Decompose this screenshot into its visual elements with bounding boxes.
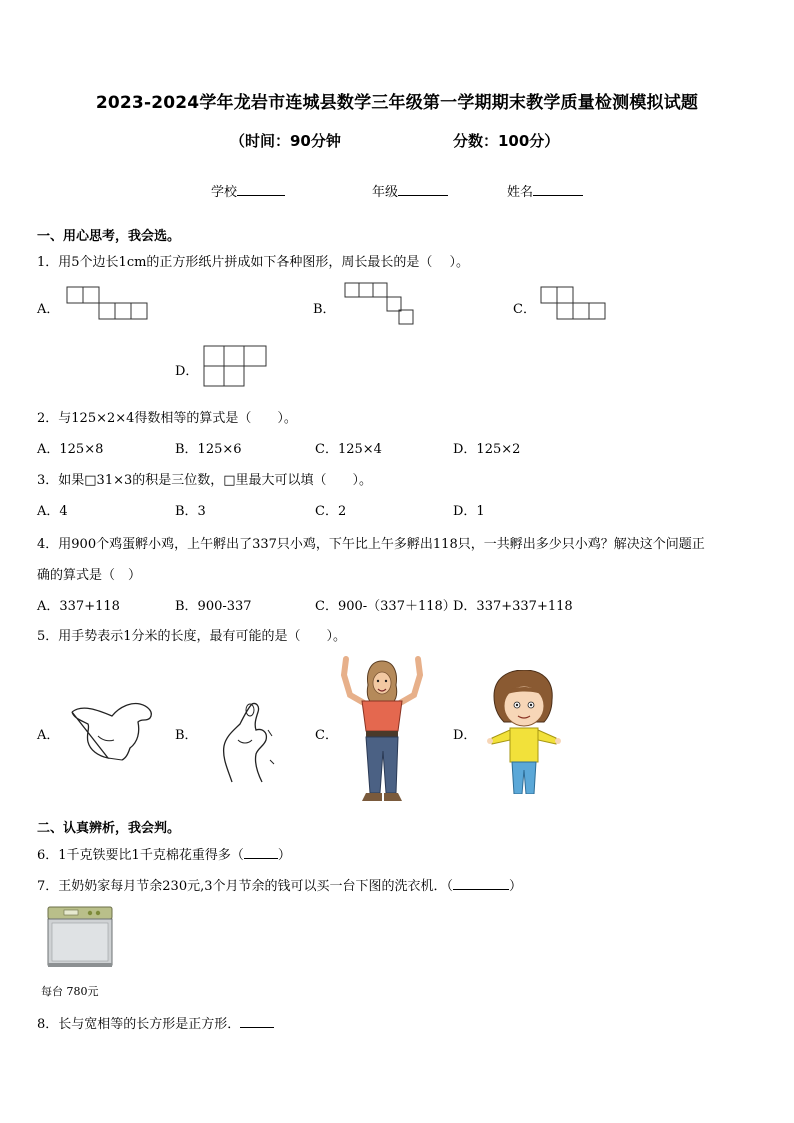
page-title: 2023-2024学年龙岩市连城县数学三年级第一学期期末教学质量检测模拟试题 [95,93,699,113]
grade-blank[interactable] [398,182,448,196]
washing-machine-icon [44,903,116,969]
question-6 [37,844,291,863]
q4-option-b[interactable]: B．900-337 [175,599,252,614]
q3-option-c[interactable]: C．2 [315,504,347,519]
boy-arms-out-icon [486,670,562,794]
q5-option-c-label[interactable]: C． [315,728,338,743]
school-field [211,181,285,200]
name-label: 姓名 [507,185,534,200]
washing-machine-price: 每台 780元 [41,985,99,998]
q4-option-a[interactable]: A．337+118 [37,599,120,614]
q1-option-d-label[interactable]: D． [175,364,199,379]
q1-option-a-label[interactable]: A． [37,302,60,317]
question-8-text: 8．长与宽相等的长方形是正方形． [37,1017,241,1032]
name-field [507,181,583,200]
q2-option-b[interactable]: B．125×6 [175,442,242,457]
exam-time: （时间：90分钟 [230,132,341,150]
school-blank[interactable] [237,182,285,196]
q3-option-b[interactable]: B．3 [175,504,206,519]
name-blank[interactable] [533,182,583,196]
question-7 [37,875,522,894]
q4-option-d[interactable]: D．337+337+118 [453,599,573,614]
grade-label: 年级 [372,185,399,200]
person-arms-raised-icon [336,655,428,805]
question-6-text: 6．1千克铁要比1千克棉花重得多（ [37,848,244,863]
q1-option-b-label[interactable]: B． [313,302,336,317]
q3-option-a[interactable]: A．4 [37,504,68,519]
question-1: 1．用5个边长1cm的正方形纸片拼成如下各种图形，周长最长的是（ ）。 [37,255,470,270]
question-4-line-2: 确的算式是（ ） [37,568,142,583]
q1-option-c-label[interactable]: C． [513,302,536,317]
q2-option-a[interactable]: A．125×8 [37,442,104,457]
q4-option-c[interactable]: C．900-（337＋118） [315,599,456,614]
question-7-close: ） [509,879,523,894]
question-7-text: 7．王奶奶家每月节余230元,3个月节余的钱可以买一台下图的洗衣机．（ [37,879,453,894]
q2-option-d[interactable]: D．125×2 [453,442,521,457]
q3-option-d[interactable]: D．1 [453,504,485,519]
question-6-close: ） [277,848,291,863]
section2-heading: 二、认真辨析，我会判。 [37,821,181,836]
q1-figure-d [203,345,269,389]
q5-option-b-label[interactable]: B． [175,728,198,743]
question-8 [37,1013,274,1032]
q5-option-a-label[interactable]: A． [37,728,60,743]
q5-option-d-label[interactable]: D． [453,728,477,743]
q2-option-c[interactable]: C．125×4 [315,442,382,457]
q6-answer-blank[interactable] [244,845,278,859]
grade-field [372,181,448,200]
question-2: 2．与125×2×4得数相等的算式是（ ）。 [37,411,297,426]
q7-answer-blank[interactable] [453,876,509,890]
school-label: 学校 [211,185,238,200]
hand-gesture-pinch-icon [218,700,276,784]
section1-heading: 一、用心思考，我会选。 [37,229,181,244]
question-4-line-1: 4．用900个鸡蛋孵小鸡，上午孵出了337只小鸡，下午比上午多孵出118只，一共孵出多少只小鸡？解决这个问题正 [37,537,705,552]
q1-figure-c [540,286,610,322]
q1-figure-b [344,282,416,326]
question-3: 3．如果□31×3的积是三位数，□里最大可以填（ ）。 [37,473,373,488]
q8-answer-blank[interactable] [240,1014,274,1028]
exam-score: 分数：100分） [453,132,560,150]
question-5: 5．用手势表示1分米的长度，最有可能的是（ ）。 [37,629,347,644]
hand-gesture-wide-icon [68,698,158,764]
q1-figure-a [66,286,150,322]
